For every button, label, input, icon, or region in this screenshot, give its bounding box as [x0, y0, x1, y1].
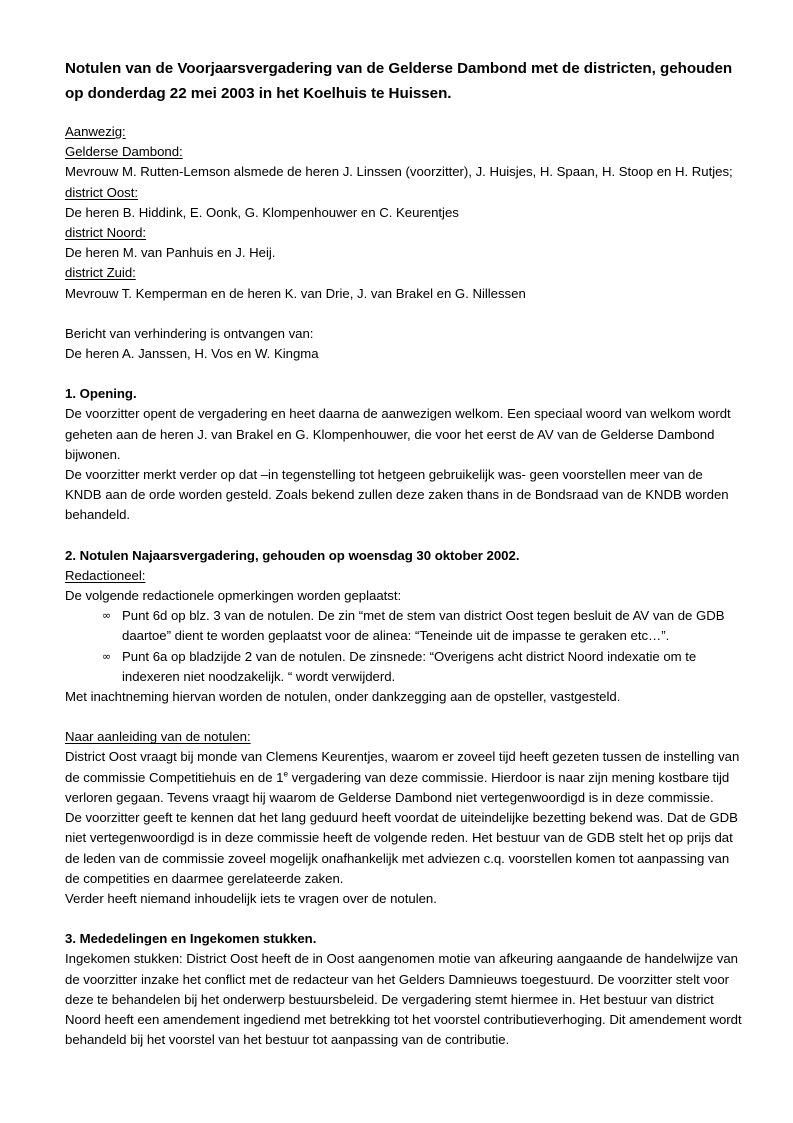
- page-title: [65, 56, 742, 106]
- spacer: [65, 364, 742, 384]
- district-oost-members: De heren B. Hiddink, E. Oonk, G. Klompenhouwer en C. Keurentjes: [65, 204, 459, 220]
- section-3-heading: 3. Mededelingen en Ingekomen stukken.: [65, 931, 317, 947]
- ordinal-superscript: e: [283, 769, 288, 779]
- district-noord-label: [65, 223, 742, 243]
- list-item-text: Punt 6a op bladzijde 2 van de notulen. De zinsnede: “Overigens acht district Noord indexatie om te indexeren niet noodzakelijk. “ wordt verwijderd.: [122, 648, 697, 684]
- section-2-paragraph-chairman: De voorzitter geeft te kennen dat het lang geduurd heeft voordat de uiteindelijke bezetting bekend was. Dat de GDB niet vertegenwoordigd is in deze commissie heeft de volgende reden. Het bestuur van de GDB stelt het op prijs dat de leden van de commissie zoveel mogelijk onafhankelijk met adviezen c.q. voorstellen komen tot aanpassing van de competities en daarmee gerelateerde zaken.: [65, 810, 738, 886]
- section-1-heading: 1. Opening.: [65, 386, 137, 402]
- section-2-intro: De volgende redactionele opmerkingen worden geplaatst:: [65, 588, 402, 604]
- district-noord-label-text: district Noord:: [65, 225, 147, 241]
- document-title-line-2: gehouden op donderdag 22 mei 2003 in het Koelhuis te Huissen.: [65, 60, 733, 102]
- section-2-paragraph-district-oost: [65, 747, 742, 808]
- section-2-paragraph-final: Verder heeft niemand inhoudelijk iets te vragen over de notulen.: [65, 890, 437, 906]
- district-oost-label: [65, 183, 742, 203]
- section-2-subheading-redactioneel-text: Redactioneel:: [65, 567, 146, 583]
- infinity-bullet-icon: ∞: [102, 649, 112, 663]
- redactionele-opmerkingen-list: [65, 606, 742, 687]
- section-1-paragraph-2: De voorzitter merkt verder op dat –in tegenstelling tot hetgeen gebruikelijk was- geen voorstellen meer van de KNDB aan de orde worden gesteld. Zoals bekend zullen deze zaken thans in de Bondsraad van de KNDB worden behandeld.: [65, 467, 729, 523]
- section-2-subheading-naar-aanleiding: [65, 727, 742, 747]
- list-item-text: Punt 6d op blz. 3 van de notulen. De zin “met de stem van district Oost tegen besluit de AV van de GDB daartoe” dient te worden geplaatst voor de alinea: “Teneinde uit de impasse te geraken etc…”.: [122, 608, 725, 644]
- spacer: [65, 909, 742, 929]
- district-oost-label-text: district Oost:: [65, 184, 138, 200]
- district-zuid-label-text: district Zuid:: [65, 265, 136, 281]
- spacer: [65, 526, 742, 546]
- infinity-bullet-icon: ∞: [102, 609, 112, 623]
- section-2-heading: 2. Notulen Najaarsvergadering, gehouden op woensdag 30 oktober 2002.: [65, 547, 520, 563]
- spacer: [65, 707, 742, 727]
- section-2-subheading-redactioneel: [65, 566, 742, 586]
- apologies-names: De heren A. Janssen, H. Vos en W. Kingma: [65, 346, 319, 362]
- section-1-paragraph-1: De voorzitter opent de vergadering en heet daarna de aanwezigen welkom. Een speciaal woord van welkom wordt geheten aan de heren J. van Brakel en G. Klompenhouwer, die voor het eerst de AV van de Gelderse Dambond bijwonen.: [65, 406, 731, 462]
- list-item: [65, 606, 742, 646]
- paragraph-part-before-ordinal: District Oost vraagt bij monde van Clemens Keurentjes, waarom er zoveel tijd heeft gezeten tussen de instelling van de commissie Competitiehuis en de 1: [65, 749, 740, 785]
- gelderse-dambond-label: [65, 142, 742, 162]
- list-item: [65, 647, 742, 687]
- spacer: [65, 304, 742, 324]
- district-zuid-members: Mevrouw T. Kemperman en de heren K. van Drie, J. van Brakel en G. Nillessen: [65, 285, 526, 301]
- section-2-subheading-naar-aanleiding-text: Naar aanleiding van de notulen:: [65, 729, 251, 745]
- attendance-label: [65, 122, 742, 142]
- paragraph-part-after-ordinal: vergadering van deze commissie. Hierdoor is naar zijn mening kostbare tijd verloren gegaan. Tevens vraagt hij waarom de Gelderse Dambond niet vertegenwoordigd is in deze commissie.: [65, 769, 730, 805]
- section-3-paragraph-1: Ingekomen stukken: District Oost heeft de in Oost aangenomen motie van afkeuring aangaande de handelwijze van de voorzitter inzake het conflict met de redacteur van het Gelders Damnieuws toegestuurd. De voorzitter stelt voor deze te behandelen bij het onderwerp bestuursbeleid. De vergadering stemt hiermee in. Het bestuur van district Noord heeft een amendement ingediend met betrekking tot het voorstel contributieverhoging. Dit amendement wordt behandeld bij het voorstel van het bestuur tot aanpassing van de contributie.: [65, 951, 742, 1048]
- attendance-label-text: Aanwezig:: [65, 124, 126, 139]
- gelderse-dambond-label-text: Gelderse Dambond:: [65, 144, 183, 160]
- apologies-intro: Bericht van verhindering is ontvangen van:: [65, 325, 314, 341]
- district-zuid-label: [65, 263, 742, 283]
- document-title-line-1: Notulen van de Voorjaarsvergadering van de Gelderse Dambond met de districten,: [65, 60, 656, 77]
- district-noord-members: De heren M. van Panhuis en J. Heij.: [65, 245, 276, 261]
- section-2-closing: Met inachtneming hiervan worden de notulen, onder dankzegging aan de opsteller, vastgesteld.: [65, 689, 621, 705]
- gelderse-dambond-members: Mevrouw M. Rutten-Lemson alsmede de heren J. Linssen (voorzitter), J. Huisjes, H. Spaan, H. Stoop en H. Rutjes;: [65, 164, 733, 180]
